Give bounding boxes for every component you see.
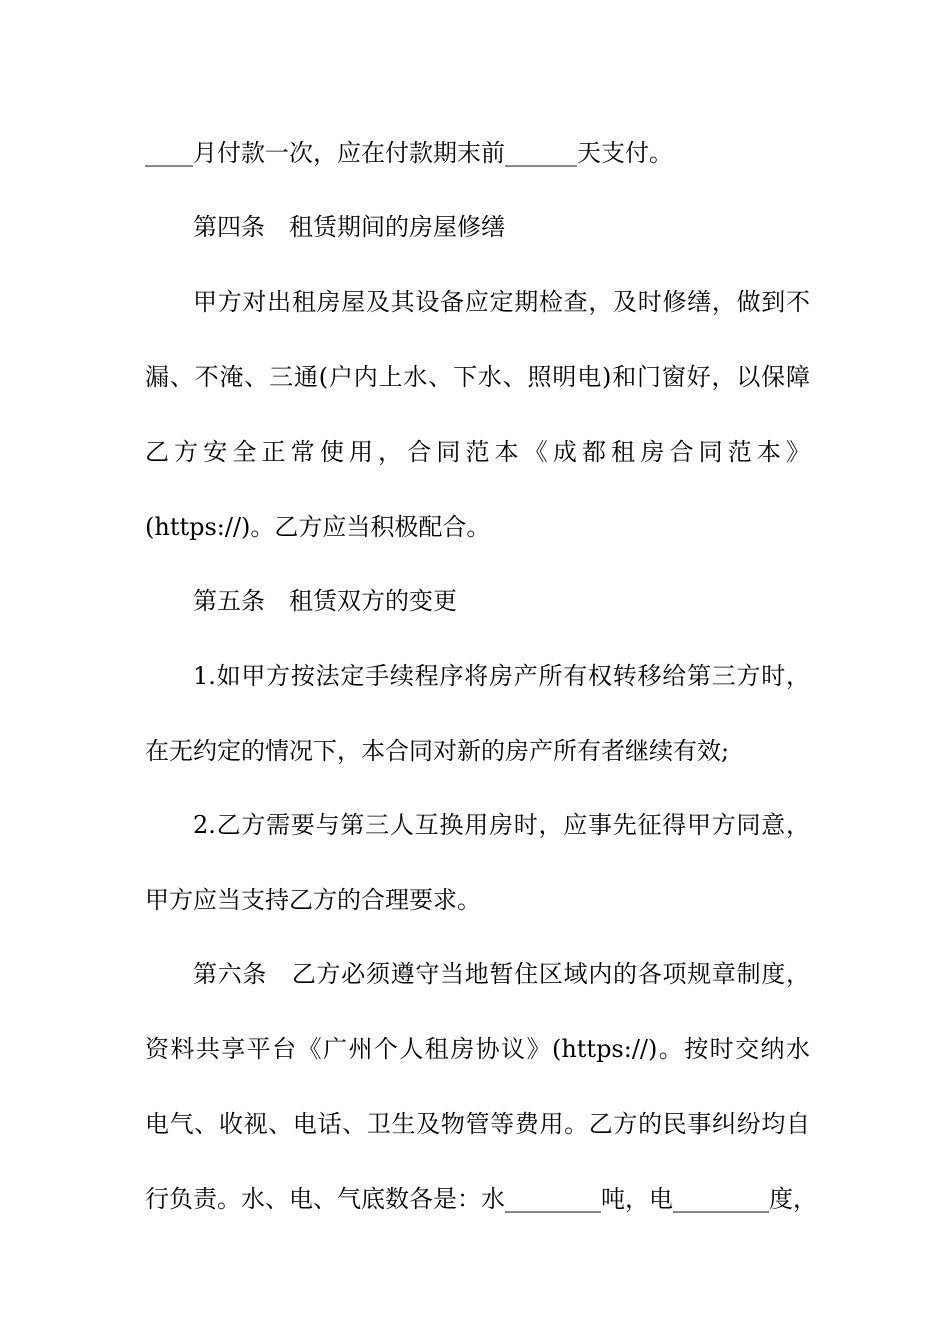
article-5-item-1-line-1: 1.如甲方按法定手续程序将房产所有权转移给第三方时， xyxy=(193,662,810,690)
article-6-line-1: 第六条 乙方必须遵守当地暂住区域内的各项规章制度， xyxy=(193,960,810,988)
article-4-line-2: 漏、不淹、三通(户内上水、下水、照明电)和门窗好，以保障 xyxy=(145,363,810,391)
article-6-line-3: 电气、收视、电话、卫生及物管等费用。乙方的民事纠纷均自 xyxy=(145,1110,810,1138)
article-4-line-3: 乙方安全正常使用，合同范本《成都租房合同范本》 xyxy=(145,438,810,466)
article-4-line-4: (https://)。乙方应当积极配合。 xyxy=(145,513,491,541)
article-5-item-2-line-2: 甲方应当支持乙方的合理要求。 xyxy=(145,886,481,914)
article-4-heading: 第四条 租赁期间的房屋修缮 xyxy=(193,213,505,241)
paragraph-line-payment-terms: ____月付款一次，应在付款期末前______天支付。 xyxy=(145,139,673,167)
article-5-item-1-line-2: 在无约定的情况下，本合同对新的房产所有者继续有效; xyxy=(145,737,730,765)
article-5-heading: 第五条 租赁双方的变更 xyxy=(193,587,457,615)
article-4-line-1: 甲方对出租房屋及其设备应定期检查，及时修缮，做到不 xyxy=(193,288,810,316)
article-5-item-2-line-1: 2.乙方需要与第三人互换用房时，应事先征得甲方同意， xyxy=(193,811,810,839)
article-6-line-2: 资料共享平台《广州个人租房协议》(https://)。按时交纳水 xyxy=(145,1035,810,1063)
article-6-line-4: 行负责。水、电、气底数各是：水________吨，电________度， xyxy=(145,1185,817,1213)
